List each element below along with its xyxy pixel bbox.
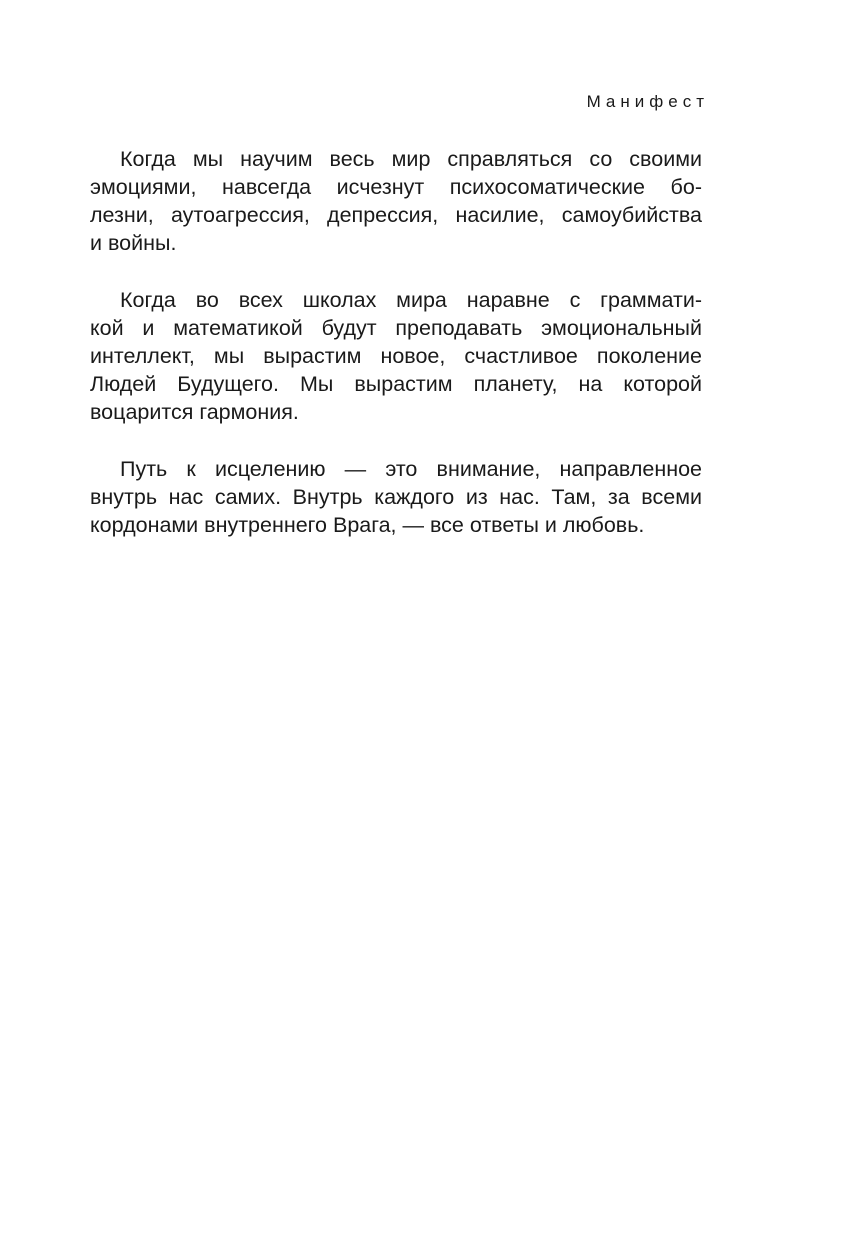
text-line: Когда мы научим весь мир справляться со своими	[120, 147, 702, 171]
text-line: лезни, аутоагрессия, депрессия, насилие, самоубийства	[90, 203, 702, 227]
text-line: Людей Будущего. Мы вырастим планету, на которой	[90, 372, 702, 396]
text-line: Когда во всех школах мира наравне с граммати-	[120, 288, 702, 312]
paragraph	[90, 455, 702, 539]
text-line: и войны.	[90, 231, 177, 255]
text-line: интеллект, мы вырастим новое, счастливое поколение	[90, 344, 702, 368]
running-header: Манифест	[586, 92, 709, 111]
text-line: кой и математикой будут преподавать эмоциональный	[90, 316, 702, 340]
paragraph	[90, 286, 702, 426]
text-line: кордонами внутреннего Врага, — все ответы и любовь.	[90, 513, 645, 537]
text-line: воцарится гармония.	[90, 400, 299, 424]
paragraph	[90, 145, 702, 257]
text-line: внутрь нас самих. Внутрь каждого из нас. Там, за всеми	[90, 485, 702, 509]
text-line: эмоциями, навсегда исчезнут психосоматические бо-	[90, 175, 702, 199]
body-text	[90, 145, 702, 568]
text-line: Путь к исцелению — это внимание, направленное	[120, 457, 702, 481]
